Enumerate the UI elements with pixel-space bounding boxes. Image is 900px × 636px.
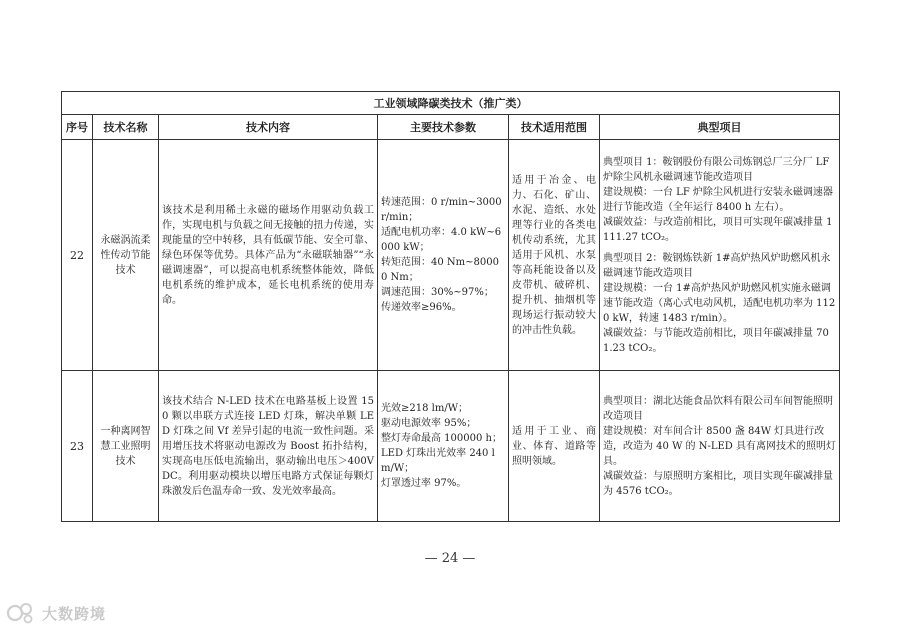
param-line: 光效≥218 lm/W；: [381, 403, 468, 414]
param-line: 适配电机功率：4.0 kW~6000 kW；: [381, 227, 502, 253]
row-no: 22: [62, 140, 93, 371]
row-no: 23: [62, 371, 93, 522]
project-scale: 建设规模：对车间合计 8500 盏 84W 灯具进行改造，改造为 40 W 的 N-LED 具有离网技术的照明灯具。: [603, 425, 836, 467]
param-line: 灯罩透过率 97%。: [381, 478, 467, 489]
watermark-logo-icon: [6, 600, 36, 626]
param-line: 传递效率≥96%。: [381, 302, 462, 313]
project-benefit: 减碳效益：与改造前相比，项目可实现年碳减排量 1111.27 tCO₂。: [603, 216, 833, 243]
param-line: 整灯寿命最高 100000 h；: [381, 433, 502, 444]
param-line: 转矩范围：40 Nm~80000 Nm；: [381, 257, 499, 283]
row-tech-content: 该技术是利用稀土永磁的磁场作用驱动负载工作，实现电机与负载之间无接触的扭力传递，实现能量的空中转移，具有低碳节能、安全可靠、绿色环保等优势。具体产品为“永磁联轴器”“永磁调速器”，可以提高电机系统整体能效，降低电机系统的维护成本，延长电机系统的使用寿命。: [159, 140, 378, 371]
param-line: 调速范围：30%~97%；: [381, 287, 494, 298]
page-number: — 24 —: [424, 551, 476, 566]
project-block: [603, 251, 836, 356]
param-line: 驱动电源效率 95%；: [381, 418, 477, 429]
row-tech-scope: 适用于工业、商业、体育、道路等照明领域。: [509, 371, 600, 522]
row-tech-scope: 适用于冶金、电力、石化、矿山、水泥、造纸、水处理等行业的各类电机传动系统，尤其适用于风机、水泵等高耗能设备以及皮带机、破碎机、提升机、抽烟机等现场运行振动较大的冲击性负载。: [509, 140, 600, 371]
table-header-row: [62, 115, 840, 140]
project-benefit: 减碳效益：与节能改造前相比，项目年碳减排量 701.23 tCO₂。: [603, 327, 829, 354]
project-block: [603, 394, 836, 499]
table-row: [62, 371, 840, 522]
project-scale: 建设规模：一台 1#高炉热风炉助燃风机实施永磁调速节能改造（离心式电动风机，适配电机功率为 1120 kW，转速 1483 r/min）。: [603, 282, 836, 324]
tech-table: [61, 91, 840, 522]
header-content: 技术内容: [159, 115, 378, 140]
header-params: 主要技术参数: [378, 115, 509, 140]
header-scope: 技术适用范围: [509, 115, 600, 140]
param-line: 转速范围：0 r/min~3000 r/min；: [381, 197, 502, 223]
row-typical-projects: [600, 371, 840, 522]
row-tech-params: [378, 140, 509, 371]
project-title: 典型项目 2：鞍钢炼铁新 1#高炉热风炉助燃风机永磁调速节能改造项目: [603, 252, 831, 279]
row-tech-content: 该技术结合 N-LED 技术在电路基板上设置 150 颗以串联方式连接 LED 灯珠，解决单颗 LED 灯珠之间 Vf 差异引起的电流一致性问题。采用增压技术将驱动电源改为 Boost 拓扑结构，实现高电压低电流输出，驱动输出电压＞400VDC。利用驱动模块以增压电路方式保证每颗灯珠激发后色温寿命一致、发光效率最高。: [159, 371, 378, 522]
project-title: 典型项目 1：鞍钢股份有限公司炼钢总厂三分厂 LF 炉除尘风机永磁调速节能改造项目: [603, 156, 830, 183]
header-no: 序号: [62, 115, 93, 140]
row-tech-name: 一种离网智慧工业照明技术: [93, 371, 159, 522]
header-projects: 典型项目: [600, 115, 840, 140]
table-title: 工业领域降碳类技术（推广类）: [62, 92, 840, 115]
project-title: 典型项目：湖北达能食品饮料有限公司车间智能照明改造项目: [603, 395, 833, 422]
tech-table-container: [61, 91, 839, 522]
row-typical-projects: [600, 140, 840, 371]
project-block: [603, 155, 836, 245]
watermark-text: 大数跨境: [42, 604, 107, 623]
param-line: LED 灯珠出光效率 240 lm/W；: [381, 448, 495, 474]
row-tech-params: [378, 371, 509, 522]
watermark: [6, 598, 106, 628]
project-scale: 建设规模：一台 LF 炉除尘风机进行安装永磁调速器进行节能改造（全年运行 8400 h 左右）。: [603, 186, 833, 213]
project-benefit: 减碳效益：与原照明方案相比，项目实现年碳减排量为 4576 tCO₂。: [603, 470, 833, 497]
row-tech-name: 永磁涡流柔性传动节能技术: [93, 140, 159, 371]
header-name: 技术名称: [93, 115, 159, 140]
table-row: [62, 140, 840, 371]
